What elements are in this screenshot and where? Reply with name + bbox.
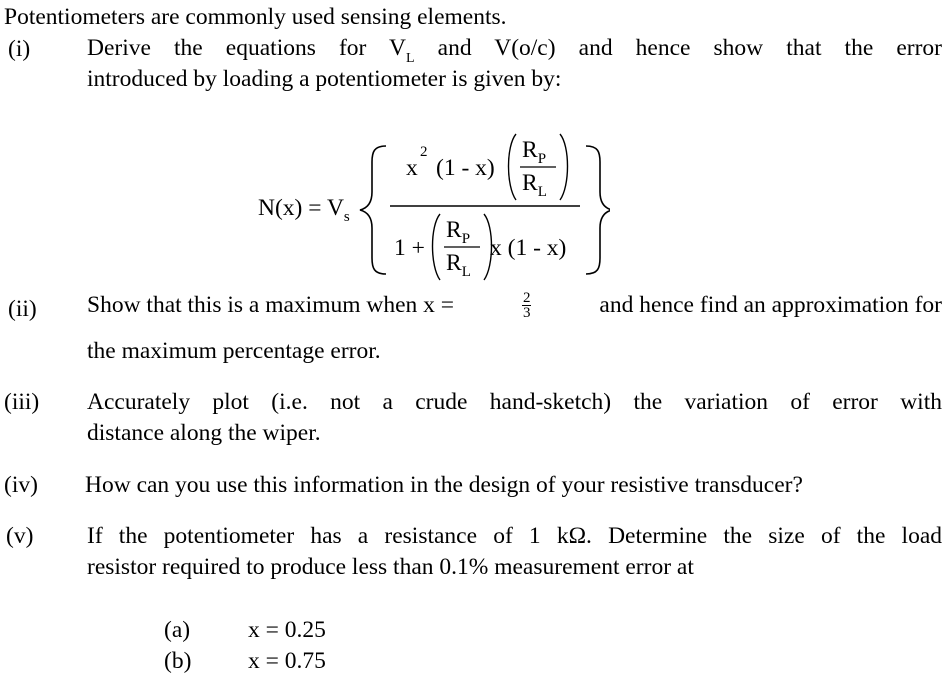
num-rp-sub: P — [537, 151, 547, 167]
question-v-line-2: resistor required to produce less than 0.1% measurement error at — [87, 554, 694, 580]
den-one: 1 + — [394, 235, 425, 261]
num-exponent: 2 — [420, 144, 428, 160]
num-right-paren — [560, 134, 568, 200]
num-rp-r: R — [522, 137, 538, 163]
right-curly-brace — [586, 146, 610, 274]
question-iv-line-1: How can you use this information in the design of your resistive transducer? — [85, 472, 803, 498]
question-ii-line-1 — [87, 290, 942, 321]
den-left-paren — [433, 214, 441, 280]
left-curly-brace — [360, 146, 386, 274]
question-ii-text-a: Show that this is a maximum when x = — [87, 292, 455, 318]
part-b-label: (b) — [164, 648, 192, 674]
num-rl — [522, 169, 547, 200]
fraction-denominator: 3 — [522, 305, 531, 321]
formula-lhs — [258, 194, 350, 225]
question-v-number: (v) — [6, 523, 34, 549]
question-i-text-b: and V(o/c) and hence show that the error — [414, 35, 942, 61]
vl-subscript: L — [406, 51, 415, 66]
question-ii-line-2: the maximum percentage error. — [87, 338, 381, 364]
question-iii-line-2: distance along the wiper. — [87, 420, 321, 446]
den-term: x (1 - x) — [490, 235, 567, 261]
num-rl-r: R — [522, 170, 538, 196]
den-rp — [446, 216, 470, 247]
question-ii-text-b: and hence find an approximation for — [599, 292, 942, 318]
num-x: x — [406, 155, 418, 181]
question-i-text-a: Derive the equations for V — [87, 35, 406, 61]
question-i-number: (i) — [8, 36, 31, 62]
fraction-numerator: 2 — [522, 290, 531, 306]
part-a-label: (a) — [164, 617, 191, 643]
den-rl-sub: L — [461, 264, 471, 280]
question-iii-line-1: Accurately plot (i.e. not a crude hand-sketch) the variation of error with — [87, 389, 942, 415]
den-rp-r: R — [446, 217, 462, 243]
question-iv-number: (iv) — [4, 472, 38, 498]
question-i-line-1 — [87, 33, 942, 67]
part-a-value: x = 0.25 — [248, 617, 326, 643]
vs-subscript: s — [343, 209, 350, 225]
question-iii-number: (iii) — [4, 389, 40, 415]
part-b-value: x = 0.75 — [248, 648, 326, 674]
intro-line: Potentiometers are commonly used sensing elements. — [4, 4, 507, 30]
den-rp-sub: P — [461, 231, 471, 247]
num-term: (1 - x) — [436, 155, 495, 181]
den-rl-r: R — [446, 250, 462, 276]
formula-lhs-text: N(x) = V — [258, 195, 344, 221]
loading-error-formula — [250, 130, 610, 290]
question-ii-number: (ii) — [8, 296, 37, 322]
question-i-line-2: introduced by loading a potentiometer is given by: — [87, 66, 562, 92]
num-rp — [522, 136, 546, 167]
num-rl-sub: L — [537, 184, 547, 200]
den-rl — [446, 249, 471, 280]
two-thirds-fraction — [522, 291, 532, 320]
num-left-paren — [509, 134, 517, 200]
question-v-line-1: If the potentiometer has a resistance of 1 kΩ. Determine the size of the load — [87, 523, 942, 549]
